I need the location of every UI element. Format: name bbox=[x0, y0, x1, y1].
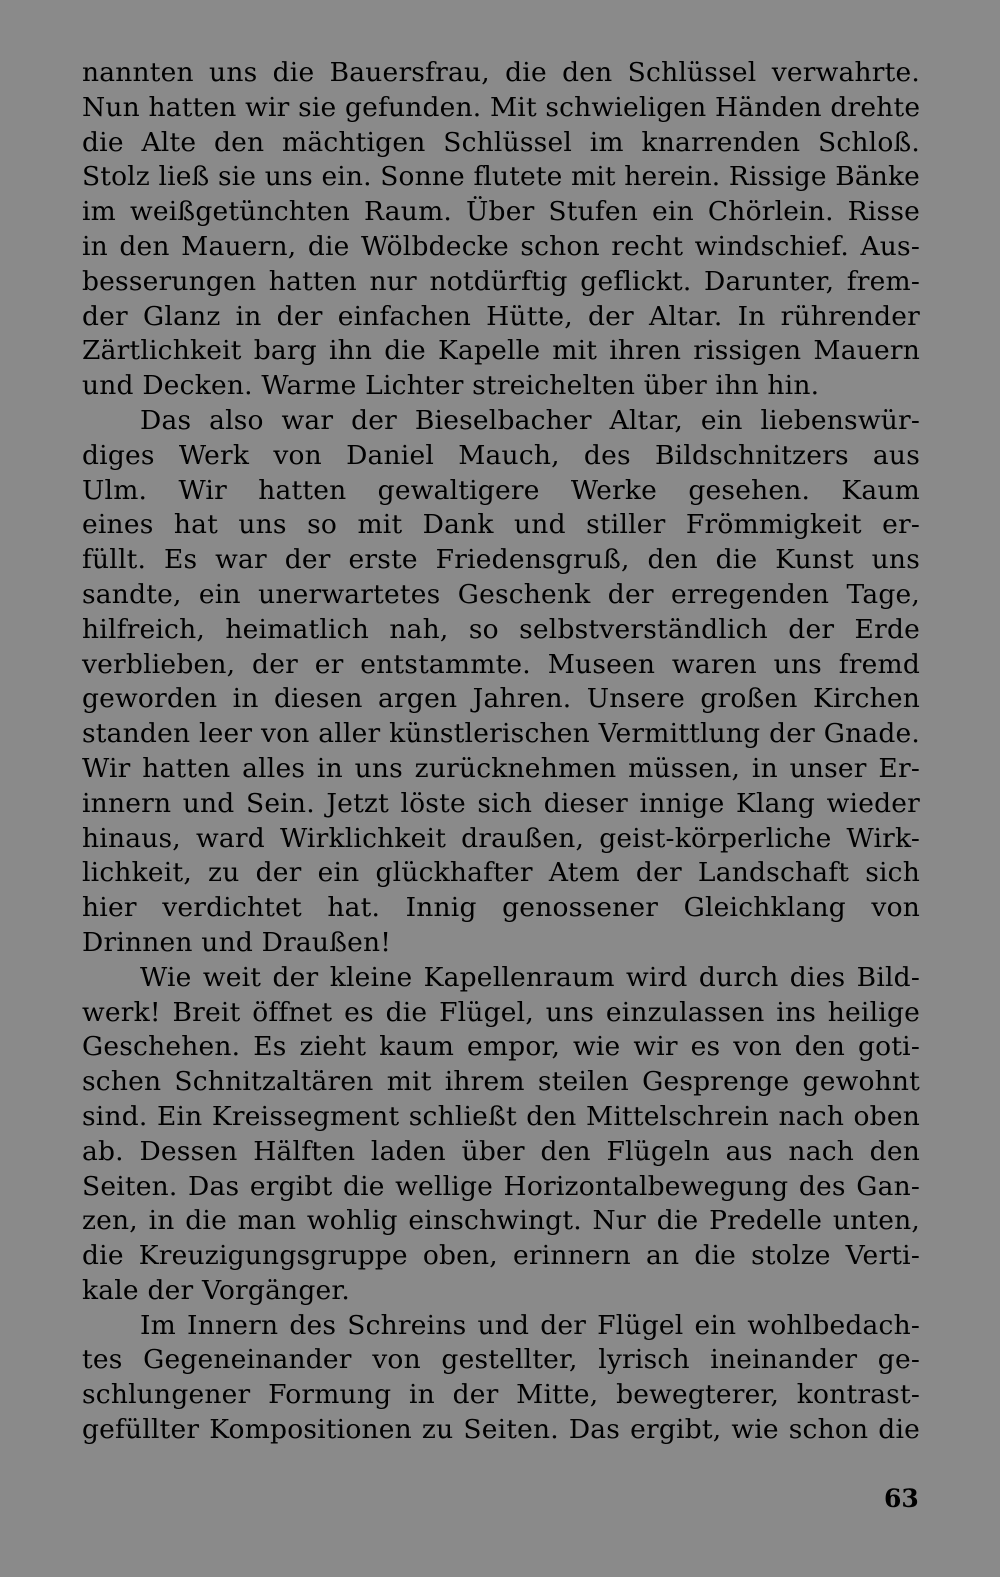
text-line: sind. Ein Kreissegment schließt den Mittelschrein nach oben bbox=[82, 1100, 920, 1132]
text-line: standen leer von aller künstlerischen Vermittlung der Gnade. bbox=[82, 718, 920, 750]
text-line: Im Innern des Schreins und der Flügel ein wohlbedach- bbox=[140, 1309, 920, 1341]
page-number: 63 bbox=[884, 1484, 919, 1513]
text-line: innern und Sein. Jetzt löste sich dieser innige Klang wieder bbox=[82, 787, 920, 819]
text-line: lichkeit, zu der ein glückhafter Atem der Landschaft sich bbox=[82, 857, 920, 889]
text-line: diges Werk von Daniel Mauch, des Bildschnitzers aus bbox=[82, 439, 920, 471]
text-line: und Decken. Warme Lichter streichelten über ihn hin. bbox=[82, 370, 820, 402]
text-line: besserungen hatten nur notdürftig geflickt. Darunter, frem- bbox=[82, 265, 920, 297]
text-line: Nun hatten wir sie gefunden. Mit schwieligen Händen drehte bbox=[82, 91, 921, 123]
text-line: geworden in diesen argen Jahren. Unsere großen Kirchen bbox=[82, 683, 920, 715]
paragraph-3 bbox=[82, 961, 920, 1309]
text-line: werk! Breit öffnet es die Flügel, uns einzulassen ins heilige bbox=[82, 996, 920, 1028]
text-line: hinaus, ward Wirklichkeit draußen, geist-körperliche Wirk- bbox=[82, 822, 920, 854]
text-line: in den Mauern, die Wölbdecke schon recht windschief. Aus- bbox=[82, 230, 920, 262]
text-line: die Alte den mächtigen Schlüssel im knarrenden Schloß. bbox=[82, 126, 920, 158]
text-line: nannten uns die Bauersfrau, die den Schlüssel verwahrte. bbox=[82, 57, 920, 88]
paragraph-2 bbox=[82, 404, 920, 961]
text-line: hier verdichtet hat. Innig genossener Gleichklang von bbox=[82, 892, 920, 924]
text-line: gefüllter Kompositionen zu Seiten. Das ergibt, wie schon die bbox=[82, 1414, 920, 1446]
text-line: schen Schnitzaltären mit ihrem steilen Gesprenge gewohnt bbox=[82, 1066, 920, 1098]
book-page-body bbox=[82, 56, 920, 1486]
text-line: Drinnen und Draußen! bbox=[82, 926, 392, 958]
text-line: zen, in die man wohlig einschwingt. Nur die Predelle unten, bbox=[82, 1205, 920, 1237]
paragraph-1 bbox=[82, 56, 920, 404]
text-line: die Kreuzigungsgruppe oben, erinnern an die stolze Verti- bbox=[82, 1240, 920, 1272]
text-line: eines hat uns so mit Dank und stiller Frömmigkeit er- bbox=[82, 509, 920, 541]
text-line: Stolz ließ sie uns ein. Sonne flutete mit herein. Rissige Bänke bbox=[82, 161, 920, 193]
text-line: füllt. Es war der erste Friedensgruß, den die Kunst uns bbox=[82, 544, 920, 576]
text-line: Wir hatten alles in uns zurücknehmen müssen, in unser Er- bbox=[82, 752, 920, 784]
text-line: Das also war der Bieselbacher Altar, ein liebenswür- bbox=[140, 404, 920, 436]
text-line: verblieben, der er entstammte. Museen waren uns fremd bbox=[82, 648, 920, 680]
text-line: Ulm. Wir hatten gewaltigere Werke gesehen. Kaum bbox=[82, 474, 920, 506]
paragraph-4 bbox=[82, 1309, 920, 1448]
text-line: Geschehen. Es zieht kaum empor, wie wir es von den goti- bbox=[82, 1031, 920, 1063]
text-line: Wie weit der kleine Kapellenraum wird durch dies Bild- bbox=[140, 961, 920, 993]
text-line: der Glanz in der einfachen Hütte, der Altar. In rührender bbox=[82, 300, 920, 332]
text-line: schlungener Formung in der Mitte, bewegterer, kontrast- bbox=[82, 1379, 920, 1411]
text-line: kale der Vorgänger. bbox=[82, 1274, 350, 1306]
text-line: im weißgetünchten Raum. Über Stufen ein Chörlein. Risse bbox=[82, 196, 920, 228]
text-line: sandte, ein unerwartetes Geschenk der erregenden Tage, bbox=[82, 578, 920, 610]
text-line: hilfreich, heimatlich nah, so selbstverständlich der Erde bbox=[82, 613, 920, 645]
text-line: tes Gegeneinander von gestellter, lyrisch ineinander ge- bbox=[82, 1344, 920, 1376]
text-line: Zärtlichkeit barg ihn die Kapelle mit ihren rissigen Mauern bbox=[82, 335, 920, 367]
text-line: Seiten. Das ergibt die wellige Horizontalbewegung des Gan- bbox=[82, 1170, 920, 1202]
text-line: ab. Dessen Hälften laden über den Flügeln aus nach den bbox=[82, 1135, 920, 1167]
